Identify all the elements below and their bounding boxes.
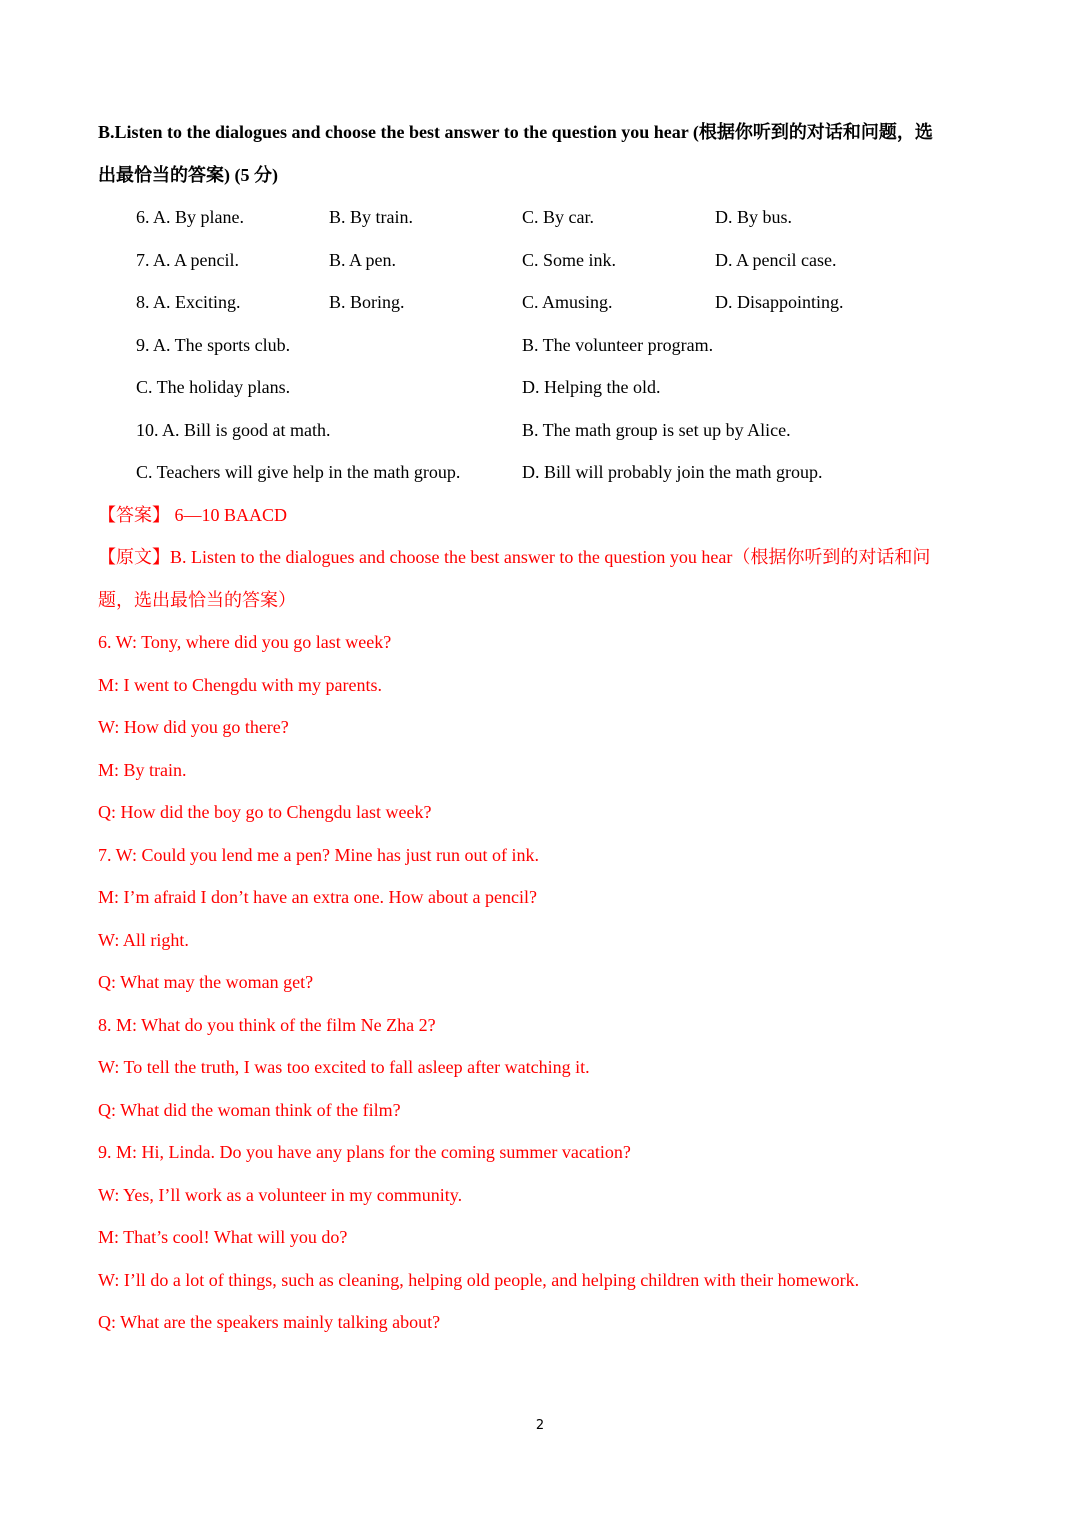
option-6c: C. By car.: [522, 207, 594, 227]
option-9a: 9. A. The sports club.: [136, 335, 291, 355]
transcript-line: W: Yes, I’ll work as a volunteer in my community.: [98, 1185, 463, 1205]
option-7c: C. Some ink.: [522, 250, 617, 270]
transcript-intro-text: B. Listen to the dialogues and choose the best answer to the question you hear（根据你听到的对话和问: [170, 547, 931, 567]
option-10a: 10. A. Bill is good at math.: [136, 420, 331, 440]
transcript-line: M: I’m afraid I don’t have an extra one. How about a pencil?: [98, 887, 538, 907]
option-7d: D. A pencil case.: [715, 250, 837, 270]
transcript-line: 9. M: Hi, Linda. Do you have any plans for the coming summer vacation?: [98, 1142, 631, 1162]
transcript-line: Q: What did the woman think of the film?: [98, 1100, 401, 1120]
page-number: 2: [535, 1418, 545, 1433]
option-7a: 7. A. A pencil.: [136, 250, 239, 270]
option-10b: B. The math group is set up by Alice.: [522, 420, 791, 440]
option-8c: C. Amusing.: [522, 292, 613, 312]
answer-label: 【答案】: [98, 505, 170, 525]
transcript-line: W: All right.: [98, 930, 189, 950]
option-6a: 6. A. By plane.: [136, 207, 244, 227]
transcript-intro-line1: [98, 545, 930, 569]
option-6b: B. By train.: [329, 207, 413, 227]
transcript-line: M: That’s cool! What will you do?: [98, 1227, 348, 1247]
option-8d: D. Disappointing.: [715, 292, 844, 312]
transcript-line: 7. W: Could you lend me a pen? Mine has just run out of ink.: [98, 845, 539, 865]
transcript-line: W: How did you go there?: [98, 717, 289, 737]
option-7b: B. A pen.: [329, 250, 397, 270]
option-6d: D. By bus.: [715, 207, 793, 227]
option-8a: 8. A. Exciting.: [136, 292, 241, 312]
section-heading-line1: B.Listen to the dialogues and choose the best answer to the question you hear (根据你听到的对话和问题，选: [98, 122, 933, 142]
section-heading-line2: 出最恰当的答案) (5 分): [98, 165, 278, 185]
transcript-line: Q: What may the woman get?: [98, 972, 314, 992]
transcript-line: W: I’ll do a lot of things, such as cleaning, helping old people, and helping children with their homework.: [98, 1270, 860, 1290]
transcript-line: Q: What are the speakers mainly talking about?: [98, 1312, 441, 1332]
option-9b: B. The volunteer program.: [522, 335, 714, 355]
answer-line: [98, 503, 287, 527]
option-10d: D. Bill will probably join the math group.: [522, 462, 823, 482]
transcript-line: W: To tell the truth, I was too excited to fall asleep after watching it.: [98, 1057, 590, 1077]
transcript-intro-line2: 题，选出最恰当的答案）: [98, 590, 296, 610]
option-10c: C. Teachers will give help in the math group.: [136, 462, 461, 482]
option-9d: D. Helping the old.: [522, 377, 661, 397]
transcript-label: 【原文】: [98, 547, 170, 567]
option-8b: B. Boring.: [329, 292, 405, 312]
transcript-line: M: I went to Chengdu with my parents.: [98, 675, 382, 695]
transcript-line: M: By train.: [98, 760, 187, 780]
answer-value: 6—10 BAACD: [170, 505, 288, 525]
transcript-line: Q: How did the boy go to Chengdu last week?: [98, 802, 432, 822]
transcript-line: 6. W: Tony, where did you go last week?: [98, 632, 392, 652]
option-9c: C. The holiday plans.: [136, 377, 291, 397]
transcript-line: 8. M: What do you think of the film Ne Zha 2?: [98, 1015, 436, 1035]
